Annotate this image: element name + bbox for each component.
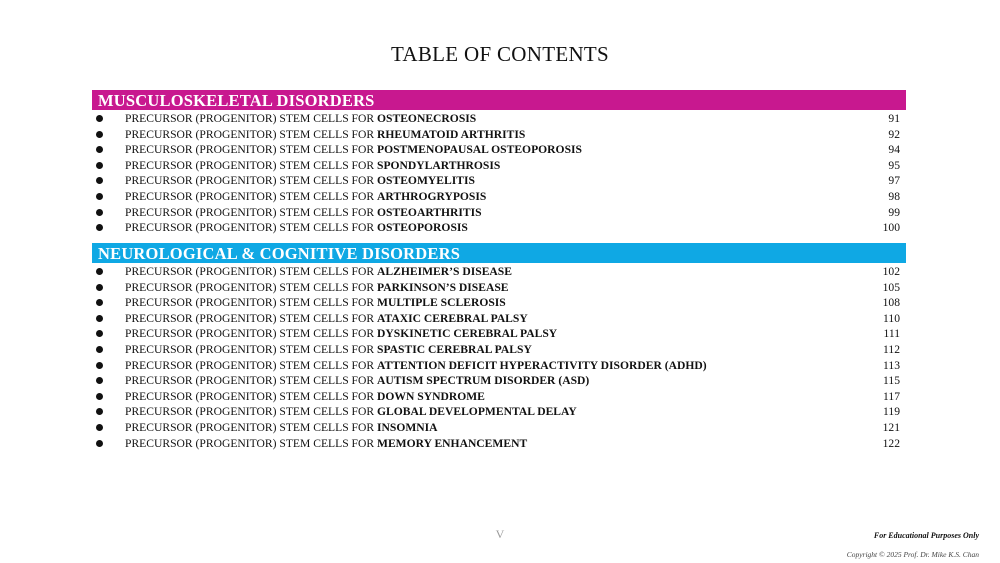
toc-entry[interactable] xyxy=(92,436,906,452)
entry-prefix: PRECURSOR (PROGENITOR) STEM CELLS FOR xyxy=(125,112,377,125)
toc-entry[interactable] xyxy=(92,311,906,327)
entry-prefix: PRECURSOR (PROGENITOR) STEM CELLS FOR xyxy=(125,189,377,203)
entry-prefix: PRECURSOR (PROGENITOR) STEM CELLS FOR xyxy=(125,389,377,403)
entry-prefix: PRECURSOR (PROGENITOR) STEM CELLS FOR xyxy=(125,280,377,294)
entry-prefix: PRECURSOR (PROGENITOR) STEM CELLS FOR xyxy=(125,265,377,278)
toc-entry[interactable] xyxy=(92,220,906,236)
bullet-icon xyxy=(96,440,103,447)
entry-prefix: PRECURSOR (PROGENITOR) STEM CELLS FOR xyxy=(125,205,377,219)
bullet-icon xyxy=(96,408,103,415)
entry-topic: ALZHEIMER’S DISEASE xyxy=(377,265,512,278)
bullet-icon xyxy=(96,209,103,216)
entry-page-number: 117 xyxy=(883,389,900,403)
entry-title xyxy=(125,158,500,174)
bullet-icon xyxy=(96,162,103,169)
entry-title xyxy=(125,127,525,143)
entry-prefix: PRECURSOR (PROGENITOR) STEM CELLS FOR xyxy=(125,358,377,372)
entry-page-number: 110 xyxy=(883,311,900,325)
section-neurological xyxy=(92,243,906,451)
entry-page-number: 98 xyxy=(888,189,900,203)
bullet-icon xyxy=(96,284,103,291)
entry-page-number: 119 xyxy=(883,405,900,419)
toc-entry[interactable] xyxy=(92,158,906,174)
entry-topic: PARKINSON’S DISEASE xyxy=(377,280,509,294)
entry-page-number: 100 xyxy=(882,221,900,235)
entry-page-number: 122 xyxy=(882,436,900,450)
entry-title xyxy=(125,205,482,221)
entry-prefix: PRECURSOR (PROGENITOR) STEM CELLS FOR xyxy=(125,127,377,141)
entry-title xyxy=(125,436,527,452)
toc-entry[interactable] xyxy=(92,342,906,358)
entry-title xyxy=(125,220,468,236)
entry-title xyxy=(125,311,528,327)
entry-topic: OSTEOARTHRITIS xyxy=(377,205,482,219)
entry-topic: OSTEOMYELITIS xyxy=(377,174,475,188)
entry-title xyxy=(125,342,532,358)
entry-title xyxy=(125,264,512,280)
entry-topic: OSTEOPOROSIS xyxy=(377,221,468,235)
entry-topic: DOWN SYNDROME xyxy=(377,389,485,403)
page-title: TABLE OF CONTENTS xyxy=(390,42,610,66)
entry-topic: ARTHROGRYPOSIS xyxy=(377,189,487,203)
entry-page-number: 121 xyxy=(882,420,900,434)
toc-entry-list xyxy=(92,264,906,451)
entry-topic: MULTIPLE SCLEROSIS xyxy=(377,296,506,310)
entry-page-number: 97 xyxy=(888,174,900,188)
entry-prefix: PRECURSOR (PROGENITOR) STEM CELLS FOR xyxy=(125,374,377,388)
entry-page-number: 95 xyxy=(888,158,900,172)
toc-entry[interactable] xyxy=(92,189,906,205)
bullet-icon xyxy=(96,299,103,306)
entry-prefix: PRECURSOR (PROGENITOR) STEM CELLS FOR xyxy=(125,342,377,356)
entry-page-number: 112 xyxy=(883,342,900,356)
entry-title xyxy=(125,389,485,405)
entry-topic: SPASTIC CEREBRAL PALSY xyxy=(377,342,532,356)
entry-prefix: PRECURSOR (PROGENITOR) STEM CELLS FOR xyxy=(125,221,377,235)
bullet-icon xyxy=(96,224,103,231)
entry-page-number: 102 xyxy=(882,265,900,278)
entry-topic: SPONDYLARTHROSIS xyxy=(377,158,501,172)
toc-entry[interactable] xyxy=(92,404,906,420)
entry-topic: GLOBAL DEVELOPMENTAL DELAY xyxy=(377,405,577,419)
toc-entry[interactable] xyxy=(92,205,906,221)
entry-page-number: 105 xyxy=(882,280,900,294)
section-heading: MUSCULOSKELETAL DISORDERS xyxy=(92,90,906,110)
entry-page-number: 99 xyxy=(888,205,900,219)
entry-page-number: 92 xyxy=(888,127,900,141)
bullet-icon xyxy=(96,377,103,384)
entry-prefix: PRECURSOR (PROGENITOR) STEM CELLS FOR xyxy=(125,143,377,157)
entry-title xyxy=(125,189,486,205)
entry-topic: ATTENTION DEFICIT HYPERACTIVITY DISORDER (ADHD) xyxy=(377,358,707,372)
entry-title xyxy=(125,358,707,374)
entry-topic: POSTMENOPAUSAL OSTEOPOROSIS xyxy=(377,143,582,157)
entry-topic: AUTISM SPECTRUM DISORDER (ASD) xyxy=(377,374,590,388)
entry-page-number: 94 xyxy=(888,143,900,157)
entry-topic: OSTEONECROSIS xyxy=(377,112,477,125)
entry-prefix: PRECURSOR (PROGENITOR) STEM CELLS FOR xyxy=(125,296,377,310)
entry-prefix: PRECURSOR (PROGENITOR) STEM CELLS FOR xyxy=(125,311,377,325)
entry-prefix: PRECURSOR (PROGENITOR) STEM CELLS FOR xyxy=(125,327,377,341)
bullet-icon xyxy=(96,131,103,138)
entry-prefix: PRECURSOR (PROGENITOR) STEM CELLS FOR xyxy=(125,420,377,434)
toc-entry[interactable] xyxy=(92,326,906,342)
entry-page-number: 111 xyxy=(883,327,900,341)
entry-topic: ATAXIC CEREBRAL PALSY xyxy=(377,311,528,325)
bullet-icon xyxy=(96,193,103,200)
bullet-icon xyxy=(96,177,103,184)
entry-title xyxy=(125,295,506,311)
toc-entry[interactable] xyxy=(92,420,906,436)
bullet-icon xyxy=(96,346,103,353)
bullet-icon xyxy=(96,424,103,431)
entry-title xyxy=(125,280,509,296)
bullet-icon xyxy=(96,146,103,153)
bullet-icon xyxy=(96,330,103,337)
toc-entry[interactable] xyxy=(92,142,906,158)
entry-page-number: 108 xyxy=(882,296,900,310)
toc-entry-list xyxy=(92,111,906,236)
entry-title xyxy=(125,373,589,389)
toc-entry[interactable] xyxy=(92,127,906,143)
entry-title xyxy=(125,404,577,420)
toc-entry[interactable] xyxy=(92,389,906,405)
entry-topic: DYSKINETIC CEREBRAL PALSY xyxy=(377,327,558,341)
bullet-icon xyxy=(96,393,103,400)
entry-title xyxy=(125,142,582,158)
entry-prefix: PRECURSOR (PROGENITOR) STEM CELLS FOR xyxy=(125,436,377,450)
entry-title xyxy=(125,173,475,189)
entry-title xyxy=(125,420,438,436)
bullet-icon xyxy=(96,362,103,369)
footer-note: For Educational Purposes Only xyxy=(873,531,979,540)
bullet-icon xyxy=(96,268,103,275)
entry-prefix: PRECURSOR (PROGENITOR) STEM CELLS FOR xyxy=(125,405,377,419)
toc-entry[interactable] xyxy=(92,358,906,374)
entry-page-number: 113 xyxy=(883,358,900,372)
copyright-notice: Copyright © 2025 Prof. Dr. Mike K.S. Chan xyxy=(846,550,979,559)
entry-page-number: 91 xyxy=(888,112,900,125)
toc-entry[interactable] xyxy=(92,111,906,127)
entry-topic: INSOMNIA xyxy=(377,420,438,434)
toc-entry[interactable] xyxy=(92,295,906,311)
entry-prefix: PRECURSOR (PROGENITOR) STEM CELLS FOR xyxy=(125,158,377,172)
entry-page-number: 115 xyxy=(883,374,900,388)
section-heading: NEUROLOGICAL & COGNITIVE DISORDERS xyxy=(92,243,906,263)
section-musculoskeletal xyxy=(92,90,906,236)
toc-entry[interactable] xyxy=(92,280,906,296)
toc-entry[interactable] xyxy=(92,373,906,389)
toc-entry[interactable] xyxy=(92,173,906,189)
entry-topic: MEMORY ENHANCEMENT xyxy=(377,436,528,450)
entry-topic: RHEUMATOID ARTHRITIS xyxy=(377,127,526,141)
page-number: V xyxy=(495,527,505,541)
entry-title xyxy=(125,326,557,342)
toc-entry[interactable] xyxy=(92,264,906,280)
bullet-icon xyxy=(96,315,103,322)
bullet-icon xyxy=(96,115,103,122)
entry-title xyxy=(125,111,476,127)
entry-prefix: PRECURSOR (PROGENITOR) STEM CELLS FOR xyxy=(125,174,377,188)
